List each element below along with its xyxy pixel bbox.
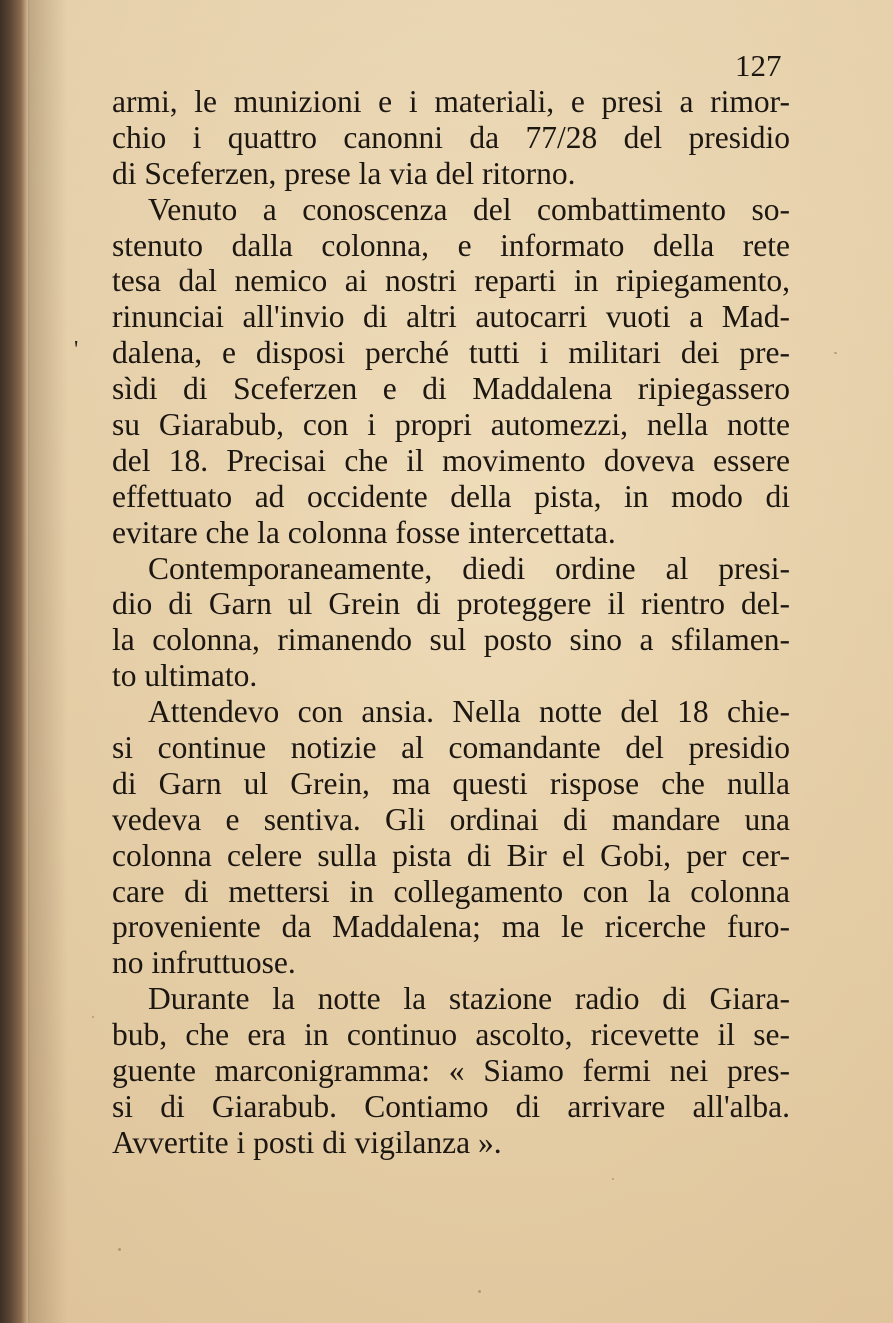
text-line: colonna celere sulla pista di Bir el Gobi, per cer-	[112, 837, 790, 873]
text-line: su Giarabub, con i propri automezzi, nella notte	[112, 407, 790, 443]
text-line: bub, che era in continuo ascolto, ricevette il se-	[112, 1017, 790, 1053]
text-line: si continue notizie al comandante del presidio	[112, 730, 790, 766]
text-line: chio i quattro canonni da 77/28 del presidio	[112, 119, 790, 155]
text-line: evitare che la colonna fosse intercettata.	[112, 514, 616, 550]
paper-speck	[612, 1178, 614, 1180]
paragraph	[112, 84, 790, 192]
spine-shadow	[28, 0, 68, 1323]
text-line: vedeva e sentiva. Gli ordinai di mandare una	[112, 801, 790, 837]
text-line: Contemporaneamente, diedi ordine al presi-	[148, 550, 790, 586]
text-line: tesa dal nemico ai nostri reparti in ripiegamento,	[112, 263, 790, 299]
text-line: di Garn ul Grein, ma questi rispose che nulla	[112, 765, 790, 801]
text-line: dio di Garn ul Grein di proteggere il rientro del-	[112, 586, 790, 622]
text-line: care di mettersi in collegamento con la colonna	[112, 873, 790, 909]
text-line: Avvertite i posti di vigilanza ».	[112, 1124, 502, 1160]
text-line: dalena, e disposi perché tutti i militari dei pre-	[112, 335, 790, 371]
text-line: no infruttuose.	[112, 945, 296, 981]
book-spine	[0, 0, 30, 1323]
paper-speck	[478, 1290, 481, 1293]
margin-mark: '	[74, 337, 79, 363]
text-line: Attendevo con ansia. Nella notte del 18 chie-	[148, 694, 790, 730]
text-line: Durante la notte la stazione radio di Giara-	[148, 981, 790, 1017]
paragraph	[112, 551, 790, 695]
text-line: effettuato ad occidente della pista, in modo di	[112, 478, 790, 514]
text-line: rinunciai all'invio di altri autocarri vuoti a Mad-	[112, 299, 790, 335]
paper-speck	[834, 352, 837, 354]
paragraph	[112, 694, 790, 981]
text-line: guente marconigramma: « Siamo fermi nei pres-	[112, 1053, 790, 1089]
paragraph	[112, 981, 790, 1160]
text-line: si di Giarabub. Contiamo di arrivare all'alba.	[112, 1088, 790, 1124]
text-line: proveniente da Maddalena; ma le ricerche furo-	[112, 909, 790, 945]
text-line: sìdi di Sceferzen e di Maddalena ripiegassero	[112, 371, 790, 407]
text-line: del 18. Precisai che il movimento doveva essere	[112, 442, 790, 478]
paper-speck	[92, 1016, 94, 1018]
text-line: to ultimato.	[112, 658, 258, 694]
text-line: di Sceferzen, prese la via del ritorno.	[112, 155, 576, 191]
page-number: 127	[735, 48, 782, 83]
text-line: Venuto a conoscenza del combattimento so-	[148, 191, 790, 227]
text-line: la colonna, rimanendo sul posto sino a sfilamen-	[112, 622, 790, 658]
text-line: armi, le munizioni e i materiali, e presi a rimor-	[112, 84, 790, 119]
paragraph	[112, 192, 790, 551]
body-text	[112, 84, 790, 1161]
text-line: stenuto dalla colonna, e informato della rete	[112, 227, 790, 263]
paper-speck	[118, 1248, 121, 1251]
